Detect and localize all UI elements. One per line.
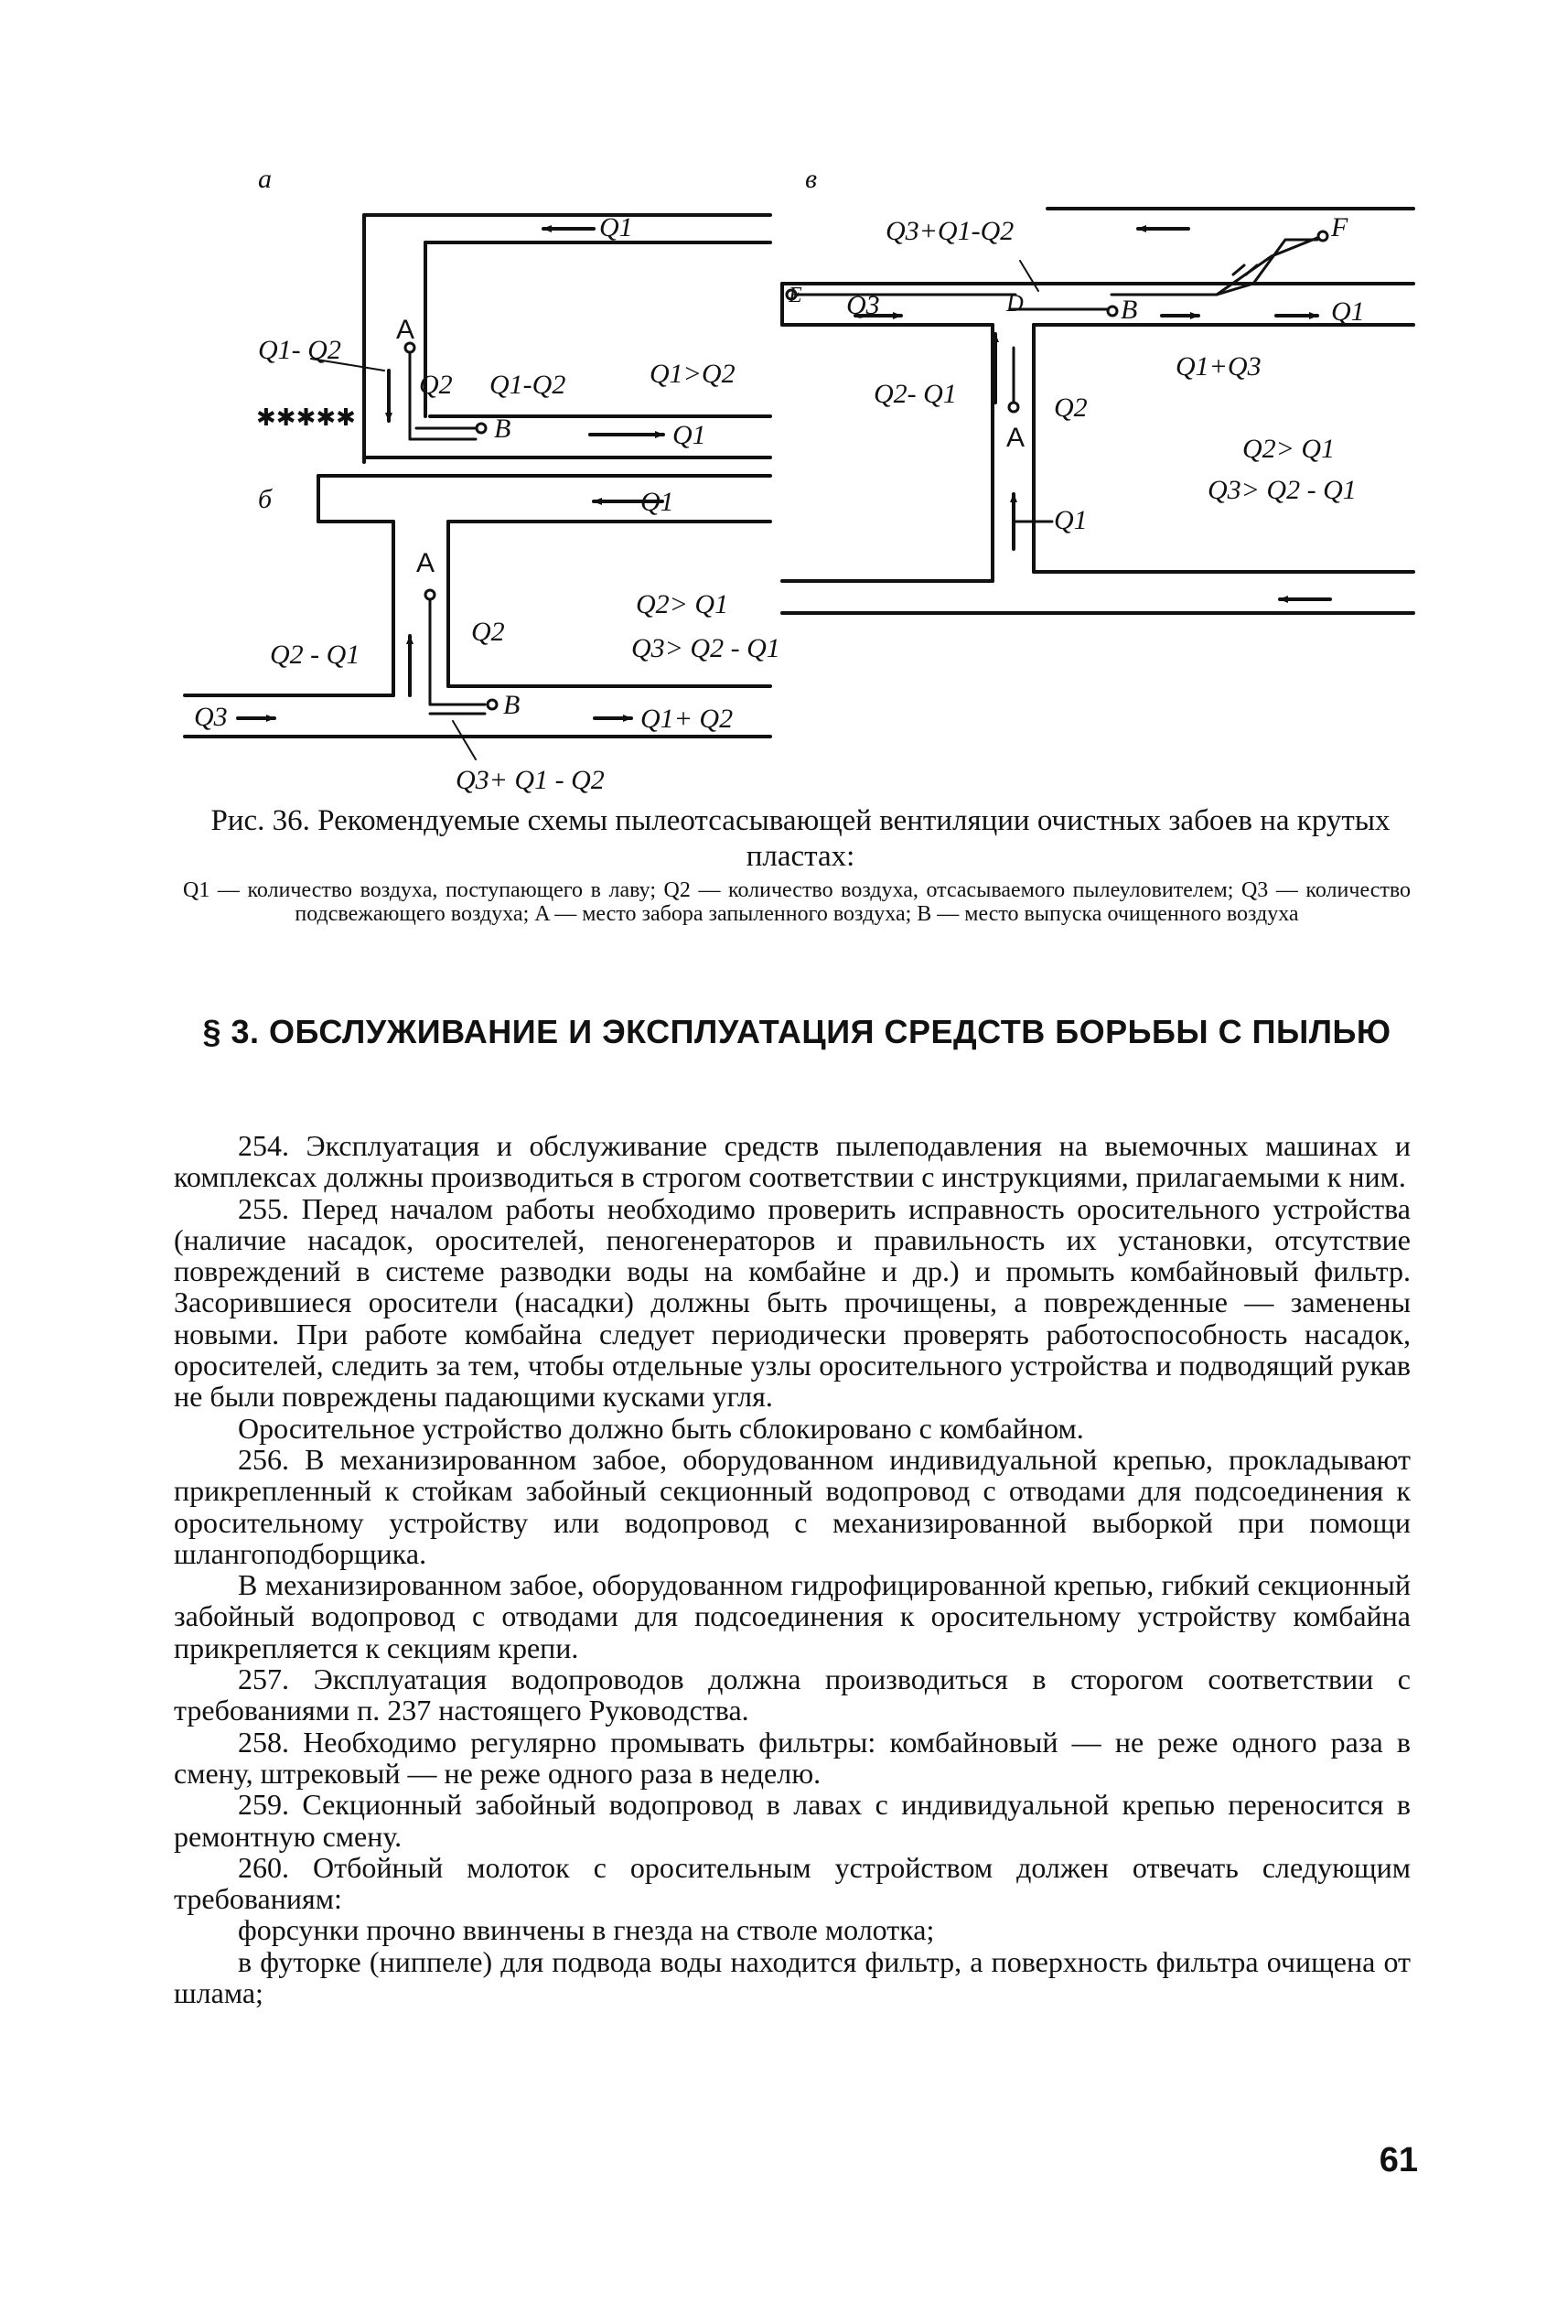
- section-heading: § 3. ОБСЛУЖИВАНИЕ И ЭКСПЛУАТАЦИЯ СРЕДСТВ БОРЬБЫ С ПЫЛЬЮ: [202, 1013, 1391, 1050]
- body-text: [174, 1130, 1411, 2008]
- label-b-q2: Q2: [471, 617, 505, 647]
- label-v-q1-right: Q1: [1331, 296, 1365, 327]
- paragraph-260: 260. Отбойный молоток с оросительным устройством должен отвечать следующим требованиям:: [174, 1850, 1411, 1916]
- label-b-A: A: [416, 548, 435, 578]
- paragraph-256-b: В механизированном забое, оборудованном гидрофицированной крепью, гибкий секционный забойный водопровод с отводами для подсоединения к оросительному устройству комбайна прикрепляется к секциям крепи.: [174, 1568, 1411, 1664]
- paragraph-260-item-1: форсунки прочно ввинчены в гнезда на стволе молотка;: [238, 1913, 935, 1947]
- label-v-q3-gt: Q3> Q2 - Q1: [1208, 475, 1357, 505]
- label-v-q3: Q3: [846, 290, 880, 320]
- panel-b-label: б: [258, 484, 273, 514]
- label-a-q1-bottom: Q1: [672, 420, 706, 450]
- label-v-q2: Q2: [1054, 393, 1088, 423]
- label-b-B: B: [503, 690, 521, 720]
- label-v-D: D: [1006, 290, 1024, 317]
- panel-v-label: в: [805, 164, 818, 194]
- paragraph-258: 258. Необходимо регулярно промывать фильтры: комбайновый — не реже одного раза в смену, штрековый — не реже одного раза в неделю.: [174, 1725, 1411, 1790]
- label-b-q2-minus-q1: Q2 - Q1: [270, 640, 360, 670]
- label-a-q1-minus-q2: Q1- Q2: [258, 335, 341, 365]
- paragraph-260-item-2: в футорке (ниппеле) для подвода воды находится фильтр, а поверхность фильтра очищена от шлама;: [174, 1944, 1411, 2010]
- label-v-q2-minus-q1: Q2- Q1: [874, 379, 957, 409]
- label-a-q1-gt-q2: Q1>Q2: [650, 359, 736, 389]
- figure-caption-title: Рис. 36. Рекомендуемые схемы пылеотсасывающей вентиляции очистных забоев на крутых пластах:: [210, 804, 1391, 873]
- label-v-E: E: [789, 284, 802, 307]
- label-v-q2-gt-q1: Q2> Q1: [1242, 434, 1336, 464]
- label-b-q2-gt-q1: Q2> Q1: [636, 589, 729, 619]
- label-a-hatch: ✱✱✱✱✱: [256, 403, 356, 431]
- figure-drawing: [0, 0, 1568, 796]
- panel-a-label: а: [258, 164, 272, 194]
- paragraph-259: 259. Секционный забойный водопровод в лавах с индивидуальной крепью переносится в ремонтную смену.: [174, 1788, 1411, 1853]
- label-v-top: Q3+Q1-Q2: [886, 216, 1015, 246]
- paragraph-256: 256. В механизированном забое, оборудованном индивидуальной крепью, прокладывают прикрепленный к стойкам забойный секционный водопровод с отводами для подсоединения к оросительному устройству или водопровод с механизированной выборкой при помощи шлангоподборщика.: [174, 1442, 1411, 1570]
- label-a-B: B: [494, 414, 511, 444]
- label-b-q3: Q3: [194, 702, 228, 732]
- label-b-q1-plus-q2: Q1+ Q2: [640, 704, 734, 734]
- label-a-A: A: [396, 315, 415, 345]
- label-v-A: A: [1006, 423, 1026, 453]
- label-v-F: F: [1331, 212, 1348, 242]
- paragraph-255: 255. Перед началом работы необходимо проверить исправность оросительного устройства (наличие насадок, оросителей, пеногенераторов и правильность их установки, отсутствие повреждений в системе разводки воды на комбайне и др.) и промыть комбайновый фильтр. Засорившиеся оросители (насадки) должны быть прочищены, а поврежденные — заменены новыми. При работе комбайна следует периодически проверять работоспособность насадок, оросителей, следить за тем, чтобы отдельные узлы оросительного устройства и подводящий рукав не были повреждены падающими кусками угля.: [174, 1191, 1411, 1414]
- label-v-q1-plus-q3: Q1+Q3: [1176, 351, 1262, 382]
- label-b-q3-gt: Q3> Q2 - Q1: [631, 633, 780, 663]
- paragraph-257: 257. Эксплуатация водопроводов должна производиться в сторогом соответствии с требованиями п. 237 настоящего Руководства.: [174, 1662, 1411, 1727]
- label-a-q1-top: Q1: [599, 212, 633, 242]
- page-number: 61: [1379, 2141, 1418, 2179]
- paragraph-255-note: Оросительное устройство должно быть сблокировано с комбайном.: [238, 1411, 1084, 1445]
- figure-caption-legend: Q1 — количество воздуха, поступающего в лаву; Q2 — количество воздуха, отсасываемого пылеуловителем; Q3 — количество подсвежающего воздуха; A — место забора запыленного воздуха; B — место выпуска очищенного воздуха: [183, 878, 1411, 926]
- scheme-v: [782, 209, 1413, 613]
- label-v-q1-bottom: Q1: [1054, 505, 1088, 535]
- label-a-q2: Q2: [419, 370, 453, 400]
- ventilation-schemes-figure: [0, 0, 1568, 796]
- label-a-q1q2: Q1-Q2: [489, 370, 566, 400]
- label-b-bottom: Q3+ Q1 - Q2: [456, 765, 605, 795]
- label-v-B: B: [1121, 295, 1138, 325]
- label-b-q1: Q1: [640, 487, 674, 517]
- paragraph-254: 254. Эксплуатация и обслуживание средств пылеподавления на выемочных машинах и комплексах должны производиться в строгом соответствии с инструкциями, прилагаемыми к ним.: [174, 1129, 1411, 1194]
